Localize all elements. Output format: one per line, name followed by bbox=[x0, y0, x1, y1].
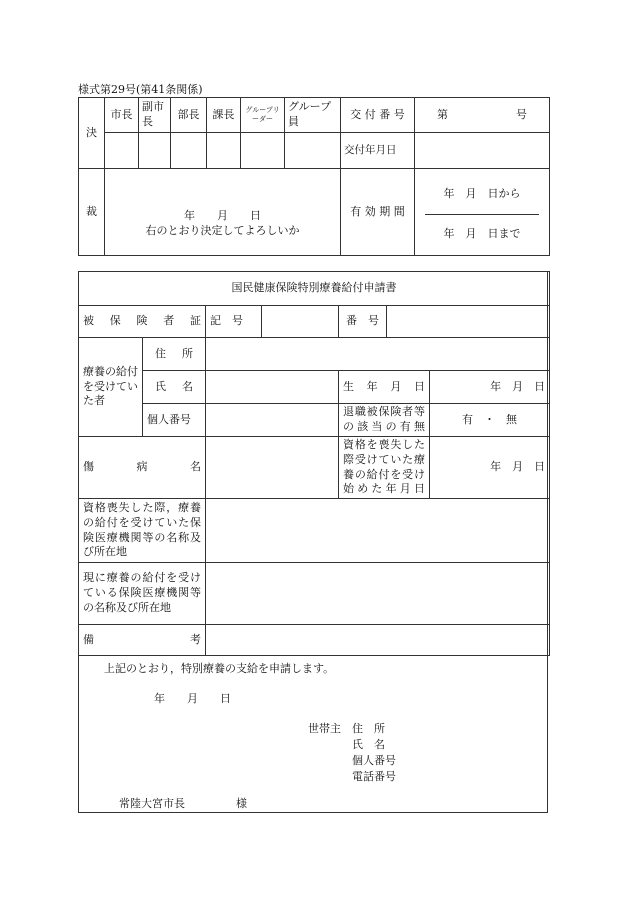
issue-date-label: 交付年月日 bbox=[341, 133, 415, 169]
addressee: 常陸大宮市長 bbox=[119, 797, 185, 810]
declaration-text: 上記のとおり，特別療養の支給を申請します。 bbox=[104, 662, 335, 675]
householder-address-label: 住 所 bbox=[352, 722, 385, 735]
loss-start-value: 年 月 日 bbox=[490, 460, 546, 474]
validity-period[interactable] bbox=[415, 169, 550, 256]
declaration-date: 年 月 日 bbox=[154, 692, 231, 705]
issue-no-prefix: 第 bbox=[437, 107, 448, 121]
stamp-section-chief[interactable] bbox=[207, 133, 241, 169]
birth-date-value: 年 月 日 bbox=[490, 379, 546, 393]
name-label: 氏 名 bbox=[143, 371, 206, 404]
header-group-leader: グループリーダー bbox=[241, 98, 285, 133]
insured-card-label: 被 保 険 者 証 bbox=[79, 306, 206, 338]
current-institution-field[interactable] bbox=[206, 563, 550, 625]
birth-date-field[interactable] bbox=[430, 371, 550, 404]
householder-name-label: 氏 名 bbox=[352, 738, 385, 751]
retired-value: 有 ・ 無 bbox=[462, 412, 518, 426]
disease-label: 傷 病 名 bbox=[79, 437, 206, 499]
approval-table bbox=[78, 97, 550, 256]
name-field[interactable] bbox=[206, 371, 339, 404]
form-title: 国民健康保険特別療養給付申請書 bbox=[79, 272, 550, 306]
issue-no-suffix: 号 bbox=[516, 107, 527, 121]
issue-no-label: 交 付 番 号 bbox=[341, 98, 415, 133]
retired-choice[interactable] bbox=[430, 404, 550, 437]
ketsu-label: 決 bbox=[79, 98, 105, 169]
approval-text: 右のとおり決定してよろしいか bbox=[145, 224, 300, 238]
address-label: 住 所 bbox=[143, 338, 206, 371]
header-group-member: グループ員 bbox=[285, 98, 341, 133]
remarks-field[interactable] bbox=[206, 625, 550, 656]
number-field[interactable] bbox=[387, 306, 550, 338]
past-institution-field[interactable] bbox=[206, 499, 550, 563]
validity-label: 有 効 期 間 bbox=[341, 169, 415, 256]
personal-no-field[interactable] bbox=[206, 404, 339, 437]
addressee-honorific: 様 bbox=[236, 797, 247, 810]
symbol-field[interactable] bbox=[262, 306, 339, 338]
issue-no-cell[interactable] bbox=[415, 98, 550, 133]
address-field[interactable] bbox=[206, 338, 550, 371]
symbol-label: 記 号 bbox=[206, 306, 262, 338]
householder-label: 世帯主 bbox=[308, 722, 341, 735]
header-director: 部長 bbox=[171, 98, 207, 133]
disease-field[interactable] bbox=[206, 437, 339, 499]
recipient-label: 療養の給付を受けていた者 bbox=[79, 338, 143, 437]
stamp-group-member[interactable] bbox=[285, 133, 341, 169]
personal-no-label: 個人番号 bbox=[143, 404, 206, 437]
validity-to: 年 月 日まで bbox=[443, 226, 521, 240]
stamp-mayor[interactable] bbox=[105, 133, 139, 169]
application-table bbox=[78, 271, 550, 656]
householder-phone-label: 電話番号 bbox=[352, 770, 396, 783]
current-institution-label: 現に療養の給付を受けている保険医療機関等の名称及び所在地 bbox=[79, 563, 206, 625]
stamp-group-leader[interactable] bbox=[241, 133, 285, 169]
householder-personal-no-label: 個人番号 bbox=[352, 754, 396, 767]
stamp-vice-mayor[interactable] bbox=[139, 133, 171, 169]
retired-label: 退職被保険者等の該当の有無 bbox=[339, 404, 430, 437]
birth-label: 生 年 月 日 bbox=[339, 371, 430, 404]
header-vice-mayor: 副市長 bbox=[139, 98, 171, 133]
header-mayor: 市長 bbox=[105, 98, 139, 133]
form-number-label: 様式第29号(第41条関係) bbox=[78, 83, 203, 96]
approval-statement bbox=[105, 169, 341, 256]
number-label: 番 号 bbox=[339, 306, 387, 338]
remarks-label: 備 考 bbox=[79, 625, 206, 656]
header-section-chief: 課長 bbox=[207, 98, 241, 133]
sai-label: 裁 bbox=[79, 169, 105, 256]
past-institution-label: 資格喪失した際，療養の給付を受けていた保険医療機関等の名称及び所在地 bbox=[79, 499, 206, 563]
loss-start-field[interactable] bbox=[430, 437, 550, 499]
loss-start-label: 資格を喪失した際受けていた療養の給付を受け始めた年月日 bbox=[339, 437, 430, 499]
approval-date: 年 月 日 bbox=[184, 209, 261, 223]
stamp-director[interactable] bbox=[171, 133, 207, 169]
validity-from: 年 月 日から bbox=[425, 177, 539, 215]
issue-date-field[interactable] bbox=[415, 133, 550, 169]
